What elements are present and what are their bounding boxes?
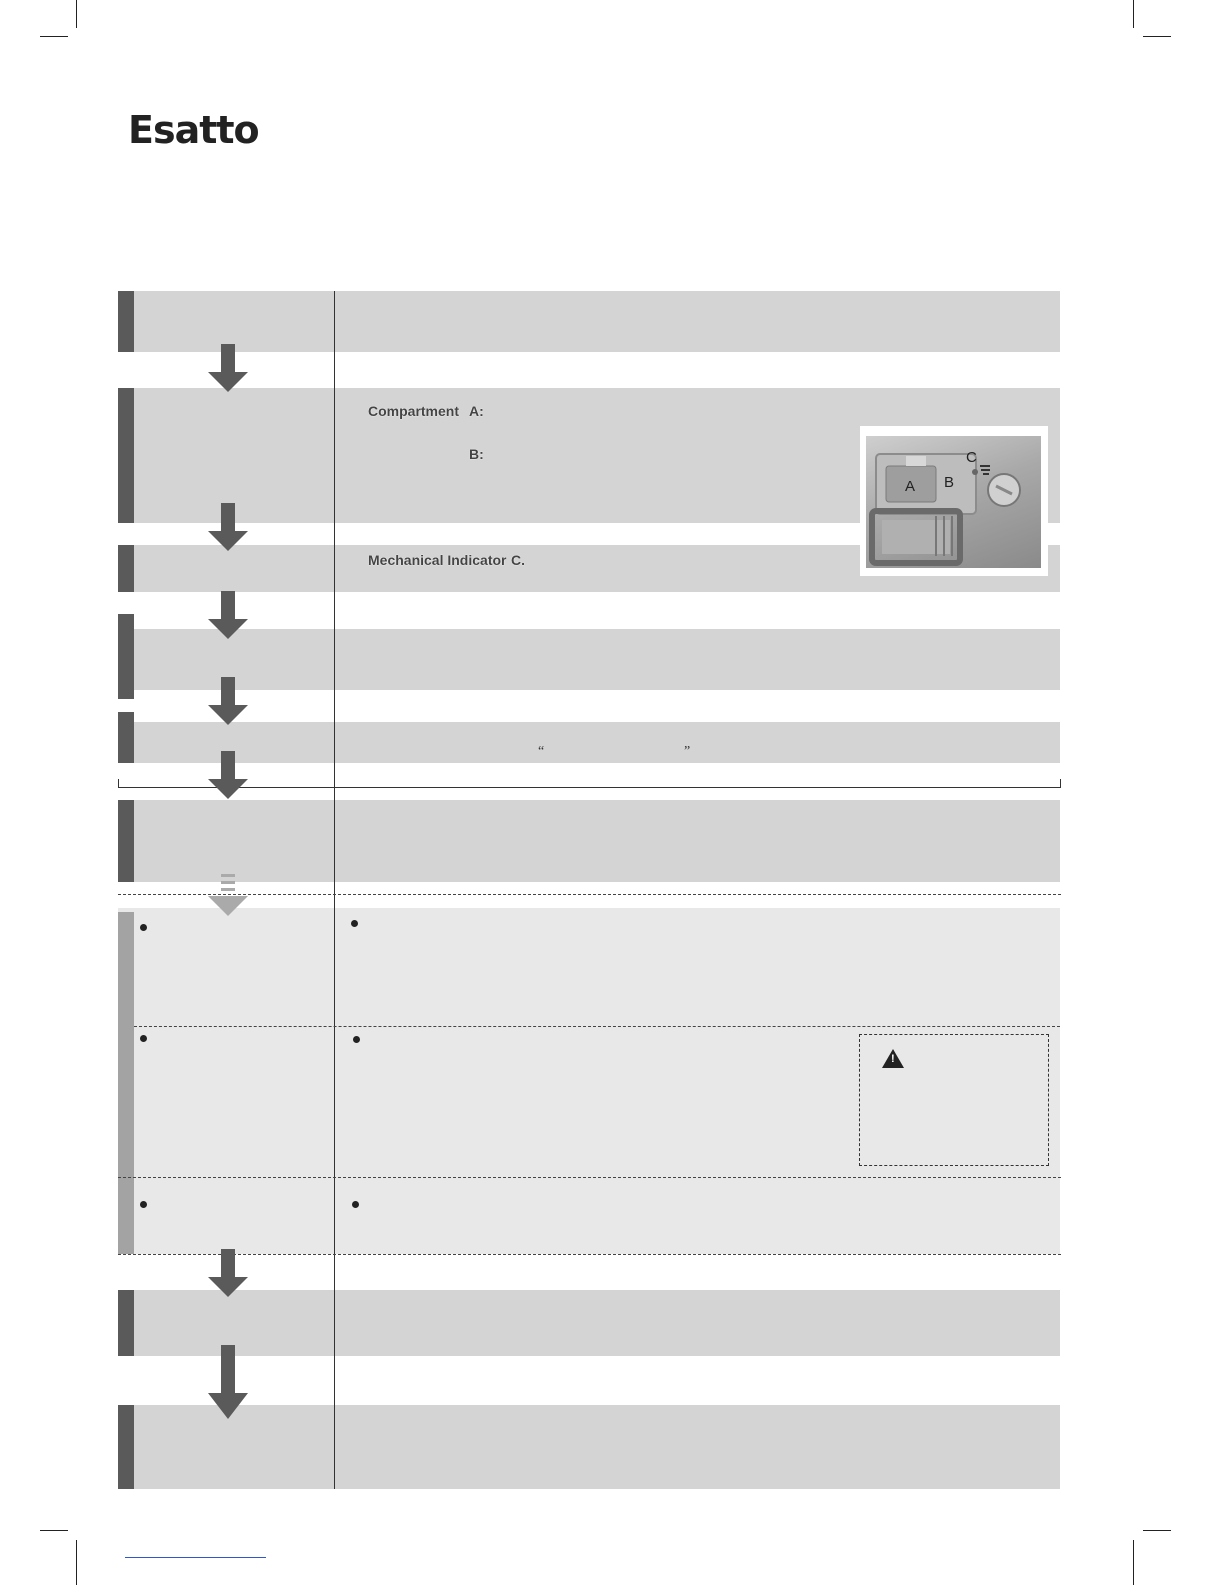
compartment-label: Compartment <box>368 403 460 419</box>
close-quote: ” <box>684 744 691 759</box>
compartment-a-label: A: <box>469 403 484 419</box>
step-band-1 <box>118 291 1060 352</box>
crop-mark <box>1133 1540 1134 1585</box>
open-quote: “ <box>538 744 545 759</box>
crop-mark <box>76 1540 77 1585</box>
down-arrow-icon <box>208 1345 248 1419</box>
bullet <box>140 1201 147 1208</box>
dashed-separator <box>118 1254 1061 1255</box>
crop-mark <box>76 0 77 28</box>
section-rule <box>118 787 1061 788</box>
figure-label-a: A <box>905 478 916 495</box>
indicator-c-label: C. <box>511 552 525 568</box>
dashed-separator <box>118 1177 1061 1178</box>
figure-label-c: C <box>966 449 977 466</box>
step-band-7 <box>118 1290 1060 1356</box>
step-tab <box>118 1405 134 1489</box>
bullet <box>352 1201 359 1208</box>
step-tab <box>118 712 134 763</box>
option-tab <box>118 912 134 1254</box>
bullet <box>140 924 147 931</box>
down-arrow-icon <box>208 344 248 392</box>
step-tab <box>118 800 134 882</box>
down-arrow-icon <box>208 591 248 639</box>
figure-label-b: B <box>944 474 955 491</box>
crop-mark <box>1143 36 1171 37</box>
brand-logo: Esatto <box>128 108 259 152</box>
crop-mark <box>40 36 68 37</box>
indicator-label: Mechanical Indicator <box>368 552 507 568</box>
down-arrow-icon <box>208 1249 248 1297</box>
bullet <box>351 920 358 927</box>
down-arrow-icon <box>208 751 248 799</box>
step-band-6 <box>118 800 1060 882</box>
down-arrow-icon <box>208 503 248 551</box>
step-tab <box>118 1290 134 1356</box>
footer-link-underline[interactable] <box>125 1557 266 1558</box>
bullet <box>140 1035 147 1042</box>
down-arrow-icon <box>208 677 248 725</box>
dispenser-illustration <box>866 436 1041 568</box>
warning-icon: ! <box>882 1049 904 1068</box>
warning-box <box>859 1034 1049 1166</box>
crop-mark <box>1133 0 1134 28</box>
section-rule-tick <box>118 779 119 788</box>
step-band-4 <box>118 629 1060 690</box>
dashed-separator <box>118 894 1061 895</box>
column-divider <box>334 291 335 1489</box>
step-band-8 <box>118 1405 1060 1489</box>
step-tab <box>118 614 134 699</box>
step-tab <box>118 545 134 592</box>
section-rule-tick <box>1060 779 1061 788</box>
step-tab <box>118 291 134 352</box>
dispenser-photo <box>860 426 1048 576</box>
step-band-5 <box>118 722 1060 763</box>
crop-mark <box>1143 1530 1171 1531</box>
bullet <box>353 1036 360 1043</box>
crop-mark <box>40 1530 68 1531</box>
step-tab <box>118 388 134 523</box>
dashed-down-arrow-icon <box>208 874 248 916</box>
compartment-b-label: B: <box>469 446 484 462</box>
dashed-separator <box>134 1026 1060 1027</box>
